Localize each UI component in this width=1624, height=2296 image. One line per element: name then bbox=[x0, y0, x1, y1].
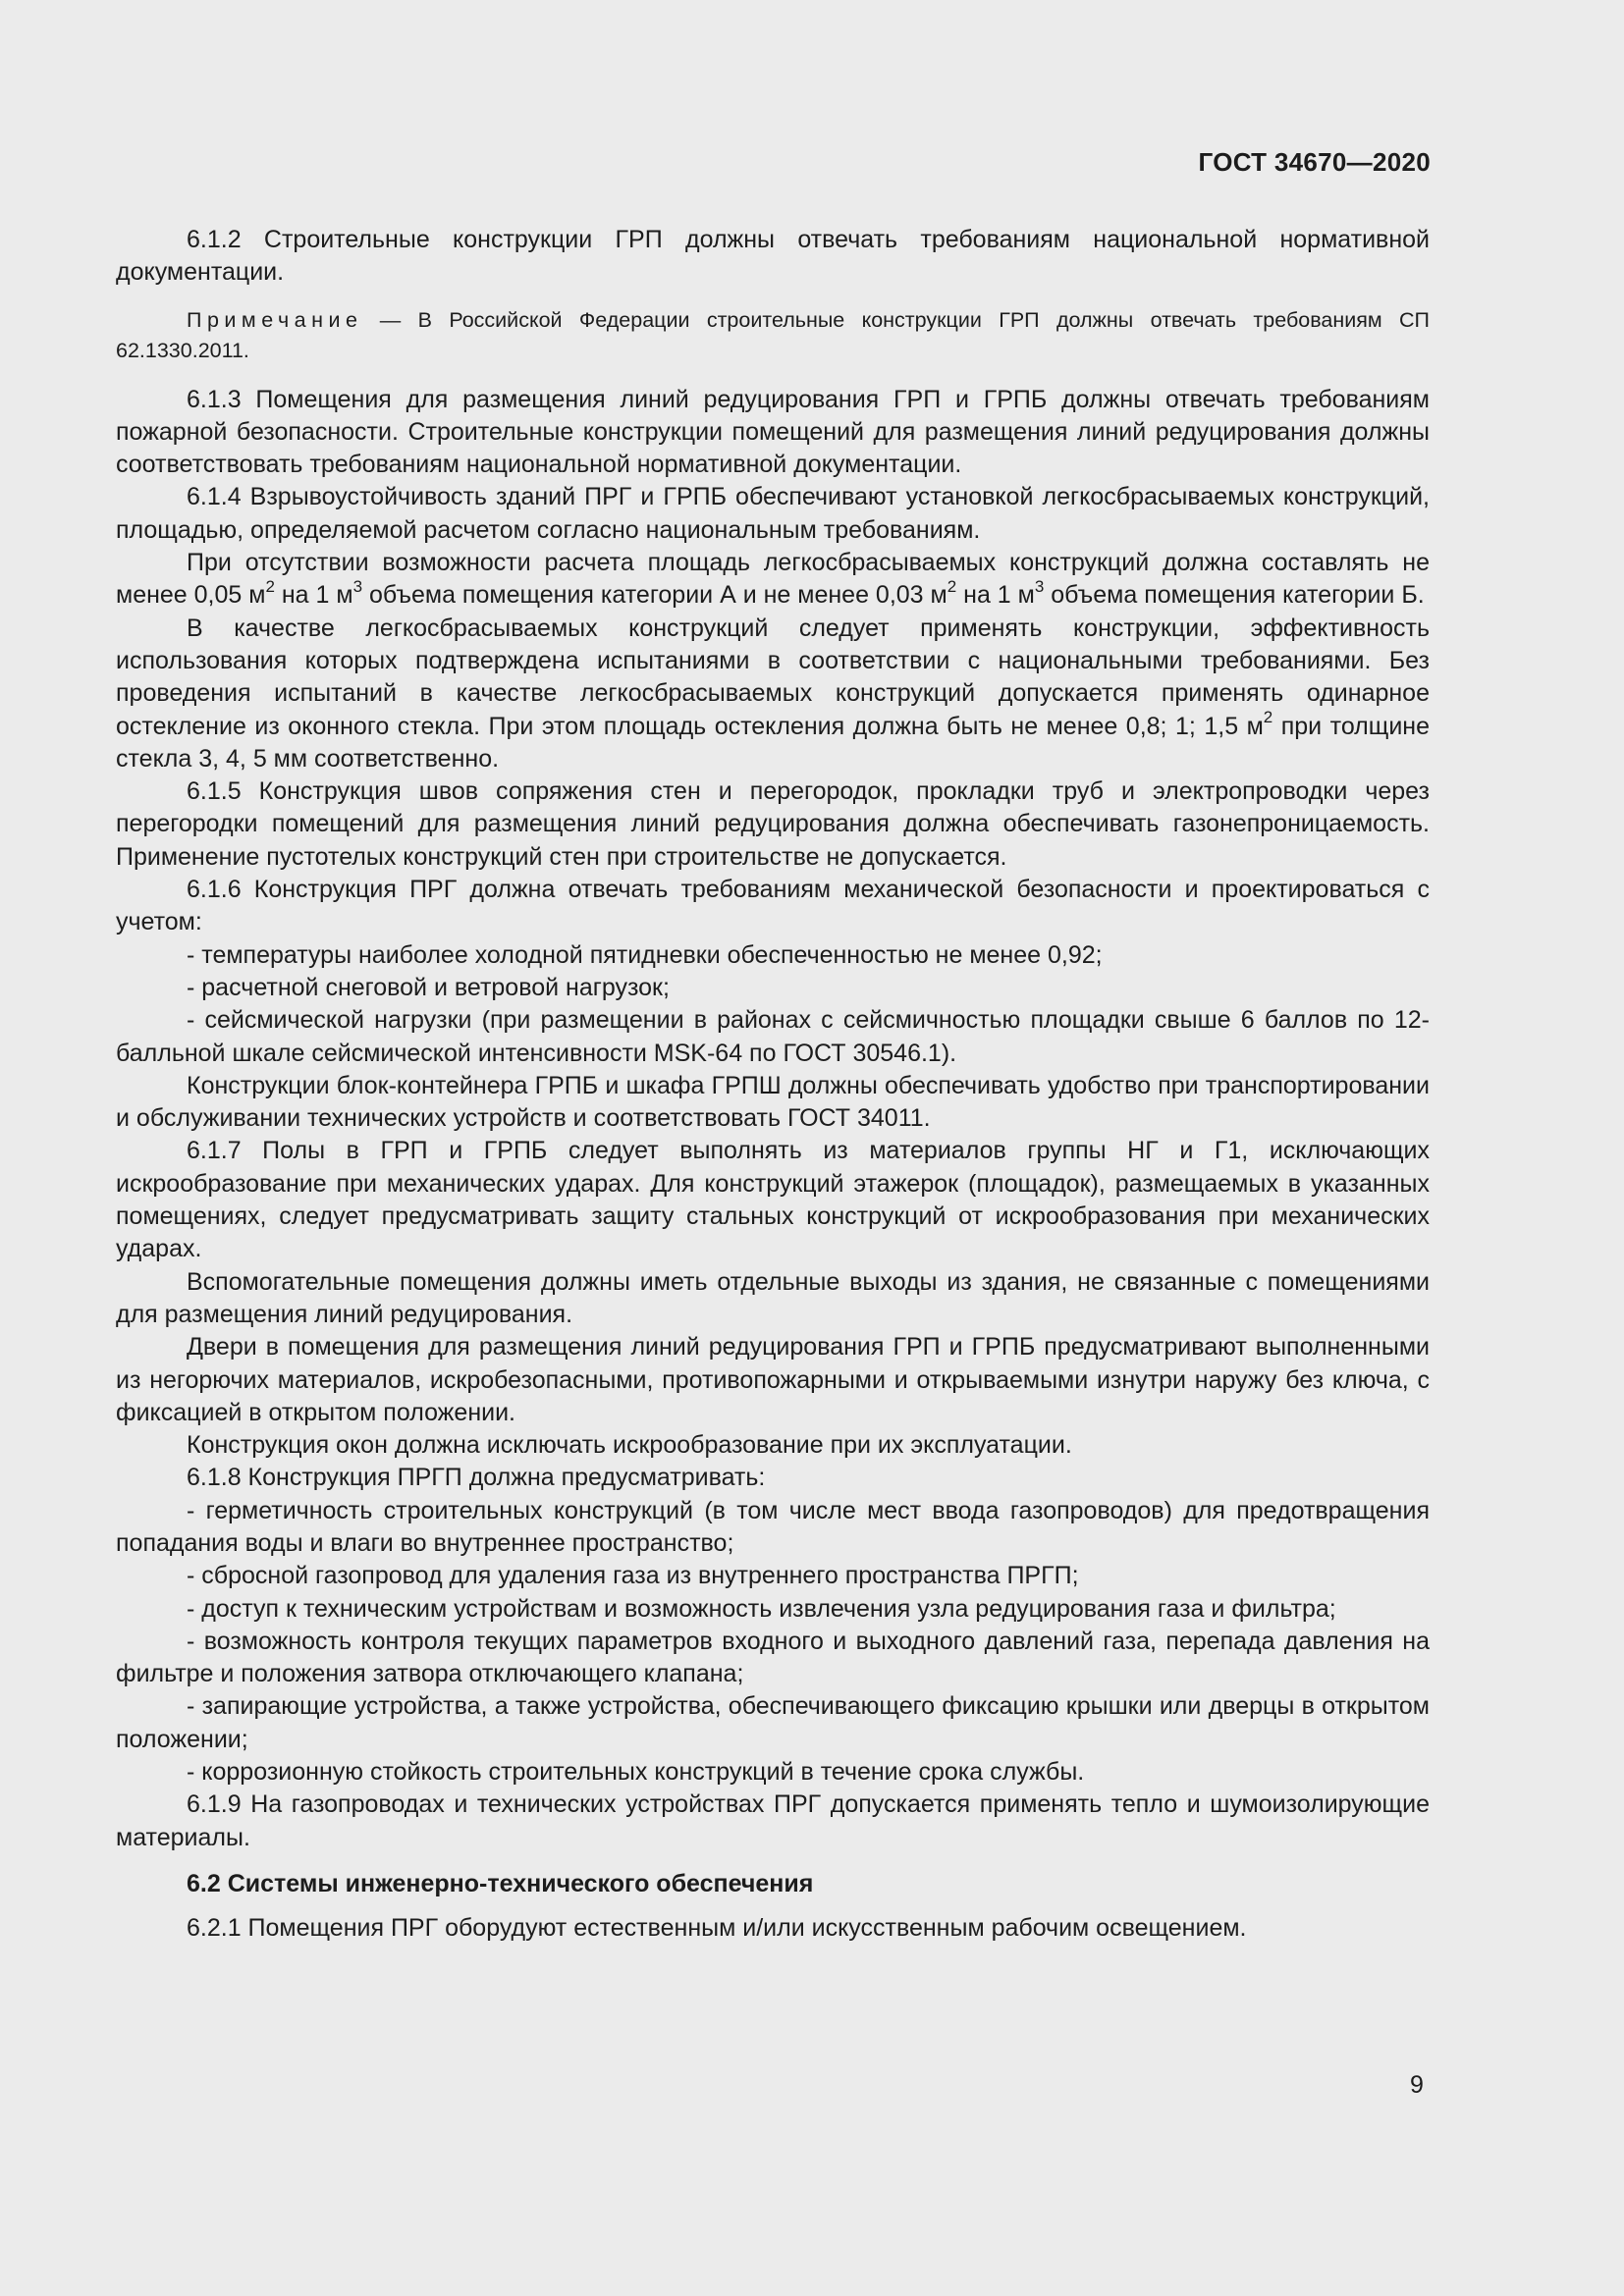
note-text: — В Российской Федерации строительные конструкции ГРП должны отвечать требованиям СП 62.1330.2011. bbox=[116, 307, 1430, 362]
area-text-2: на 1 м bbox=[274, 581, 353, 610]
paragraph-auxiliary-rooms: Вспомогательные помещения должны иметь отдельные выходы из здания, не связанные с помещениями для размещения линий редуцирования. bbox=[116, 1267, 1430, 1328]
section-heading-6-2: 6.2 Системы инженерно-технического обеспечения bbox=[187, 1869, 814, 1897]
page-number: 9 bbox=[1410, 2071, 1424, 2099]
area-text-4: на 1 м bbox=[956, 581, 1035, 610]
area-text-5: объема помещения категории Б. bbox=[1044, 581, 1425, 610]
area-text-3: объема помещения категории А и не менее 0,03 м bbox=[362, 581, 947, 610]
list-item: - запирающие устройства, а также устройства, обеспечивающего фиксацию крышки или дверцы в открытом положении; bbox=[116, 1692, 1430, 1753]
list-item: - температуры наиболее холодной пятидневки обеспеченностью не менее 0,92; bbox=[187, 940, 1103, 969]
standard-code-header: ГОСТ 34670—2020 bbox=[1198, 147, 1431, 177]
glazing-sup-1: 2 bbox=[1263, 708, 1273, 727]
list-item: - доступ к техническим устройствам и возможность извлечения узла редуцирования газа и фильтра; bbox=[187, 1594, 1336, 1623]
list-item: - сбросной газопровод для удаления газа из внутреннего пространства ПРГП; bbox=[187, 1562, 1079, 1590]
list-item: - сейсмической нагрузки (при размещении в районах с сейсмичностью площадки свыше 6 баллов по 12-балльной шкале сейсмической интенсивности MSK-64 по ГОСТ 30546.1). bbox=[116, 1006, 1430, 1067]
paragraph-6-2-1: 6.2.1 Помещения ПРГ оборудуют естественным и/или искусственным рабочим освещением. bbox=[187, 1914, 1247, 1943]
area-sup-2: 3 bbox=[352, 577, 363, 597]
list-item: - расчетной снеговой и ветровой нагрузок; bbox=[187, 973, 670, 1001]
area-sup-3: 2 bbox=[947, 577, 957, 597]
paragraph-6-1-3: 6.1.3 Помещения для размещения линий редуцирования ГРП и ГРПБ должны отвечать требованиям пожарной безопасности. Строительные конструкции помещений для размещения линий редуцирования должны соответствовать требованиям национальной нормативной документации. bbox=[116, 385, 1430, 479]
paragraph-6-1-5: 6.1.5 Конструкция швов сопряжения стен и перегородок, прокладки труб и электропроводки через перегородки помещений для размещения линий редуцирования должна обеспечивать газонепроницаемость. Применение пустотелых конструкций стен при строительстве не допускается. bbox=[116, 777, 1430, 871]
paragraph-6-1-8: 6.1.8 Конструкция ПРГП должна предусматривать: bbox=[187, 1464, 766, 1492]
document-body bbox=[116, 224, 1430, 1946]
paragraph-windows: Конструкция окон должна исключать искрообразование при их эксплуатации. bbox=[187, 1431, 1072, 1460]
paragraph-6-1-4: 6.1.4 Взрывоустойчивость зданий ПРГ и ГРПБ обеспечивают установкой легкосбрасываемых конструкций, площадью, определяемой расчетом согласно национальным требованиям. bbox=[116, 483, 1430, 544]
note-label: Примечание bbox=[187, 307, 363, 332]
paragraph-6-1-7: 6.1.7 Полы в ГРП и ГРПБ следует выполнять из материалов группы НГ и Г1, исключающих искрообразование при механических ударах. Для конструкций этажерок (площадок), размещаемых в указанных помещениях, следует предусматривать защиту стальных конструкций от искрообразования при механических ударах. bbox=[116, 1137, 1430, 1263]
paragraph-6-1-2: 6.1.2 Строительные конструкции ГРП должны отвечать требованиям национальной нормативной документации. bbox=[116, 226, 1430, 287]
list-item: - коррозионную стойкость строительных конструкций в течение срока службы. bbox=[187, 1758, 1085, 1787]
paragraph-glazing bbox=[116, 613, 1430, 775]
paragraph-6-1-9: 6.1.9 На газопроводах и технических устройствах ПРГ допускается применять тепло и шумоизолирующие материалы. bbox=[116, 1790, 1430, 1851]
list-item: - герметичность строительных конструкций (в том числе мест ввода газопроводов) для предотвращения попадания воды и влаги во внутреннее пространство; bbox=[116, 1496, 1430, 1557]
paragraph-6-1-6: 6.1.6 Конструкция ПРГ должна отвечать требованиям механической безопасности и проектироваться с учетом: bbox=[116, 876, 1430, 936]
paragraph-doors: Двери в помещения для размещения линий редуцирования ГРП и ГРПБ предусматривают выполненными из негорючих материалов, искробезопасными, противопожарными и открываемыми изнутри наружу без ключа, с фиксацией в открытом положении. bbox=[116, 1333, 1430, 1426]
glazing-text-2: при толщине стекла 3, 4, 5 мм соответственно. bbox=[116, 712, 1431, 773]
area-text-1: При отсутствии возможности расчета площадь легкосбрасываемых конструкций должна составлять не менее 0,05 м bbox=[116, 549, 1430, 610]
area-sup-1: 2 bbox=[265, 577, 275, 597]
note-paragraph bbox=[116, 305, 1430, 366]
glazing-text-1: В качестве легкосбрасываемых конструкций следует применять конструкции, эффективность использования которых подтверждена испытаниями в соответствии с национальными требованиями. Без проведения испытаний в качестве легкосбрасываемых конструкций допускается применять одинарное остекление из оконного стекла. При этом площадь остекления должна быть не менее 0,8; 1; 1,5 м bbox=[116, 614, 1430, 740]
paragraph-block-container: Конструкции блок-контейнера ГРПБ и шкафа ГРПШ должны обеспечивать удобство при транспортировании и обслуживании технических устройств и соответствовать ГОСТ 34011. bbox=[116, 1071, 1430, 1133]
paragraph-area-requirements bbox=[116, 547, 1430, 613]
list-item: - возможность контроля текущих параметров входного и выходного давлений газа, перепада давления на фильтре и положения затвора отключающего клапана; bbox=[116, 1627, 1430, 1688]
area-sup-4: 3 bbox=[1034, 577, 1045, 597]
